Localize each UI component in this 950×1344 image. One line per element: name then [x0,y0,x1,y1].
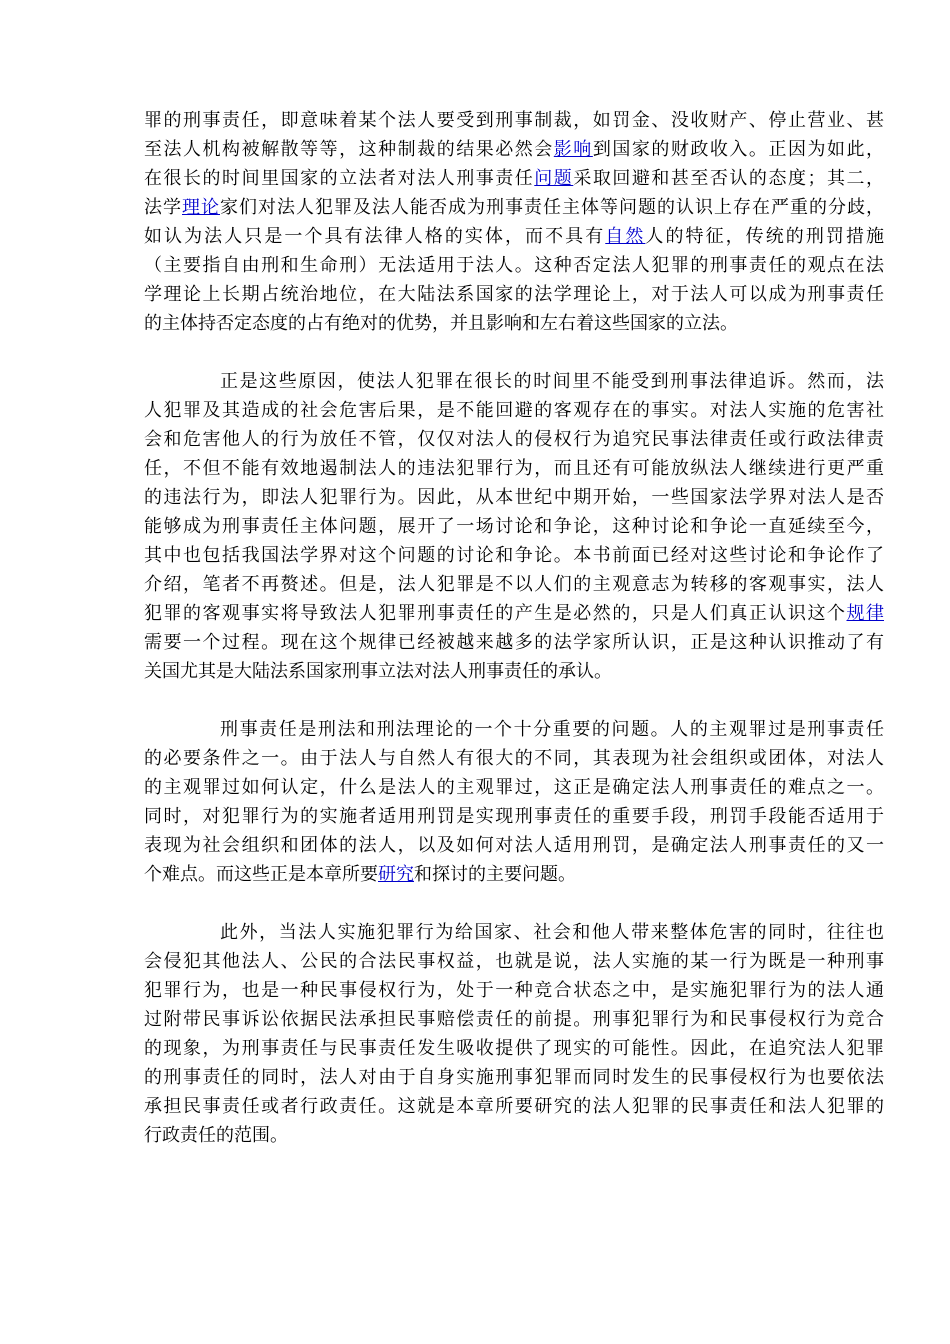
text-line [144,396,884,425]
text-line [144,570,884,599]
hyperlink[interactable]: 影响 [553,139,593,160]
text-line [144,1121,884,1150]
text-run: 此外，当法人实施犯罪行为给国家、社会和他人带来整体危害的同时，往往也 [220,922,884,943]
text-run: 如认为法人只是一个具有法律人格的实体，而不具有 [144,226,606,247]
hyperlink[interactable]: 理论 [182,197,220,218]
text-run: 犯罪行为，也是一种民事侵权行为，处于一种竞合状态之中，是实施犯罪行为的法人通 [144,980,884,1001]
text-run: 其中也包括我国法学界对这个问题的讨论和争论。本书前面已经对这些讨论和争论作了 [144,545,884,566]
text-run: 会侵犯其他法人、公民的合法民事权益，也就是说，法人实施的某一行为既是一种刑事 [144,951,884,972]
text-run: 的违法行为，即法人犯罪行为。因此，从本世纪中期开始，一些国家法学界对法人是否 [144,487,884,508]
text-run: 的主观罪过如何认定，什么是法人的主观罪过，这正是确定法人刑事责任的难点之一。 [144,777,884,798]
text-run: 正是这些原因，使法人犯罪在很长的时间里不能受到刑事法律追诉。然而，法 [220,371,884,392]
text-run: 的现象，为刑事责任与民事责任发生吸收提供了现实的可能性。因此，在追究法人犯罪 [144,1038,884,1059]
text-run: 的刑事责任的同时，法人对由于自身实施刑事犯罪而同时发生的民事侵权行为也要依法 [144,1067,884,1088]
text-line [144,947,884,976]
paragraph-gap [144,686,884,715]
hyperlink[interactable]: 自然 [605,226,646,247]
text-run: 罪的刑事责任，即意味着某个法人要受到刑事制裁，如罚金、没收财产、停止营业、甚 [144,110,884,131]
text-run: 和探讨的主要问题。 [414,864,576,885]
text-line [144,164,884,193]
text-line [144,367,884,396]
text-line [144,512,884,541]
text-line [144,1063,884,1092]
text-run: 介绍，笔者不再赘述。但是，法人犯罪是不以人们的主观意志为转移的客观事实，法人 [144,574,884,595]
text-run: 同时，对犯罪行为的实施者适用刑罚是实现刑事责任的重要手段，刑罚手段能否适用于 [144,806,884,827]
paragraph-4 [144,918,884,1150]
text-line [144,541,884,570]
text-line [144,773,884,802]
hyperlink[interactable]: 规律 [846,603,884,624]
text-line [144,715,884,744]
text-run: 的必要条件之一。由于法人与自然人有很大的不同，其表现为社会组织或团体，对法人 [144,748,884,769]
text-run: 刑事责任是刑法和刑法理论的一个十分重要的问题。人的主观罪过是刑事责任 [220,719,884,740]
text-run: 家们对法人犯罪及法人能否成为刑事责任主体等问题的认识上存在严重的分歧， [220,197,884,218]
text-line [144,599,884,628]
text-line [144,135,884,164]
text-run: 在很长的时间里国家的立法者对法人刑事责任 [144,168,535,189]
text-run: 表现为社会组织和团体的法人，以及如何对法人适用刑罚，是确定法人刑事责任的又一 [144,835,884,856]
text-line [144,831,884,860]
text-run: 关国尤其是大陆法系国家刑事立法对法人刑事责任的承认。 [144,661,612,682]
paragraph-3 [144,715,884,889]
text-line [144,193,884,222]
text-line [144,309,884,338]
text-line [144,1092,884,1121]
text-run: 能够成为刑事责任主体问题，展开了一场讨论和争论，这种讨论和争论一直延续至今， [144,516,884,537]
text-line [144,222,884,251]
text-line [144,280,884,309]
text-run: 采取回避和甚至否认的态度；其二， [573,168,885,189]
text-run: 会和危害他人的行为放任不管，仅仅对法人的侵权行为追究民事法律责任或行政法律责 [144,429,884,450]
text-line [144,860,884,889]
text-run: 到国家的财政收入。正因为如此， [592,139,885,160]
paragraph-1 [144,106,884,338]
text-line [144,106,884,135]
text-line [144,483,884,512]
text-line [144,802,884,831]
text-line [144,1034,884,1063]
text-run: 的主体持否定态度的占有绝对的优势，并且影响和左右着这些国家的立法。 [144,313,738,334]
text-run: （主要指自由刑和生命刑）无法适用于法人。这种否定法人犯罪的刑事责任的观点在法 [144,255,884,276]
text-line [144,425,884,454]
text-run: 人犯罪及其造成的社会危害后果，是不能回避的客观存在的事实。对法人实施的危害社 [144,400,884,421]
text-run: 过附带民事诉讼依据民法承担民事赔偿责任的前提。刑事犯罪行为和民事侵权行为竞合 [144,1009,884,1030]
text-run: 犯罪的客观事实将导致法人犯罪刑事责任的产生是必然的，只是人们真正认识这个 [144,603,847,624]
hyperlink[interactable]: 问题 [534,168,574,189]
text-line [144,976,884,1005]
text-run: 任，不但不能有效地遏制法人的违法犯罪行为，而且还有可能放纵法人继续进行更严重 [144,458,884,479]
text-line [144,744,884,773]
text-run: 个难点。而这些正是本章所要 [144,864,378,885]
paragraph-2 [144,367,884,686]
text-run: 需要一个过程。现在这个规律已经被越来越多的法学家所认识，正是这种认识推动了有 [144,632,884,653]
text-run: 行政责任的范围。 [144,1125,288,1146]
text-line [144,657,884,686]
text-run: 至法人机构被解散等等，这种制裁的结果必然会 [144,139,554,160]
text-line [144,628,884,657]
text-line [144,1005,884,1034]
text-run: 承担民事责任或者行政责任。这就是本章所要研究的法人犯罪的民事责任和法人犯罪的 [144,1096,884,1117]
text-line [144,918,884,947]
document-page [144,106,884,1150]
text-run: 学理论上长期占统治地位，在大陆法系国家的法学理论上，对于法人可以成为刑事责任 [144,284,884,305]
paragraph-gap [144,338,884,367]
hyperlink[interactable]: 研究 [378,864,414,885]
paragraph-gap [144,889,884,918]
text-line [144,251,884,280]
text-run: 法学 [144,197,182,218]
text-run: 人的特征，传统的刑罚措施 [645,226,885,247]
text-line [144,454,884,483]
